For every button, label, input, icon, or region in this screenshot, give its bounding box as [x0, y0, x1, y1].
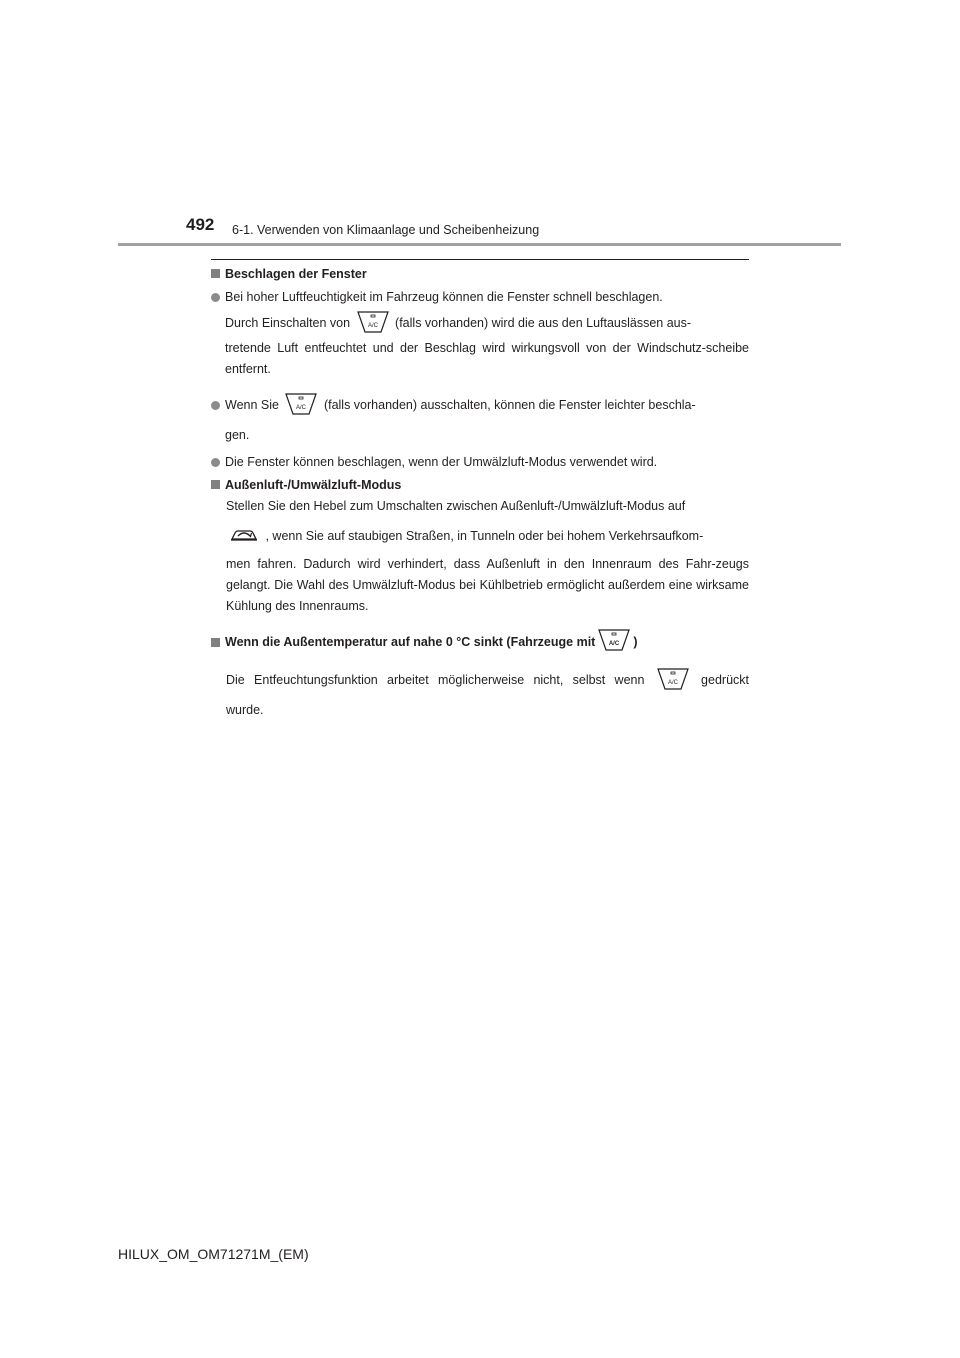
- page-content: [211, 264, 749, 725]
- section-title: Wenn die Außentemperatur auf nahe 0 °C sinkt (Fahrzeuge mit: [225, 635, 596, 649]
- section-heading-fogging: [211, 264, 749, 285]
- text-line: tretende Luft entfeuchtet und der Beschlag wird wirkungsvoll von der Windschutz-scheibe entfernt.: [225, 341, 749, 376]
- text-span: , wenn Sie auf staubigen Straßen, in Tunneln oder bei hohem Verkehrsaufkom-: [265, 529, 704, 543]
- text-line: [226, 521, 749, 551]
- ac-button-icon: [657, 667, 689, 691]
- bullet-text: [225, 287, 749, 380]
- text-line: Stellen Sie den Hebel zum Umschalten zwischen Außenluft-/Umwälzluft-Modus auf: [226, 499, 686, 513]
- ac-button-icon: [285, 392, 317, 416]
- section-square-icon: [211, 269, 220, 278]
- paragraph: [211, 496, 749, 617]
- chapter-title: 6-1. Verwenden von Klimaanlage und Scheibenheizung: [232, 223, 540, 237]
- ac-button-icon: [357, 310, 389, 334]
- ac-label: A/C: [296, 404, 307, 411]
- ac-label: A/C: [609, 641, 620, 647]
- text-span: gedrückt: [701, 673, 749, 687]
- ac-label: A/C: [667, 679, 678, 686]
- bullet-text: Die Fenster können beschlagen, wenn der Umwälzluft-Modus verwendet wird.: [225, 455, 658, 469]
- list-item: [211, 452, 749, 473]
- bullet-dot-icon: [211, 401, 220, 410]
- bullet-dot-icon: [211, 293, 220, 302]
- section-square-icon: [211, 638, 220, 647]
- ac-button-icon: [598, 628, 630, 652]
- header-rule: [118, 243, 841, 246]
- section-square-icon: [211, 480, 220, 489]
- paragraph: [211, 665, 749, 725]
- text-line: [226, 665, 749, 695]
- list-item: [211, 287, 749, 380]
- bullet-dot-icon: [211, 458, 220, 467]
- section-rule: [211, 259, 749, 260]
- text-line: wurde.: [226, 703, 264, 717]
- text-line: gen.: [225, 428, 250, 442]
- section-title-end: ): [633, 635, 638, 649]
- text-span: (falls vorhanden) ausschalten, können die Fenster leichter beschla-: [323, 398, 696, 412]
- recirculation-mode-icon: [229, 526, 259, 544]
- section-title: Beschlagen der Fenster: [225, 267, 367, 281]
- text-line: [225, 308, 749, 338]
- bullet-text: [225, 390, 749, 450]
- text-line: Bei hoher Luftfeuchtigkeit im Fahrzeug können die Fenster schnell beschlagen.: [225, 290, 663, 304]
- text-line: [225, 390, 749, 420]
- section-heading-air-mode: [211, 475, 749, 496]
- text-span: Wenn Sie: [225, 398, 279, 412]
- page-number: 492: [186, 215, 215, 234]
- text-line: men fahren. Dadurch wird verhindert, dass Außenluft in den Innenraum des Fahr-zeugs gelangt. Die Wahl des Umwälzluft-Modus bei Kühlbetrieb ermöglicht außerdem eine wirksame Kühlung des Innenraums.: [226, 557, 749, 613]
- text-span: (falls vorhanden) wird die aus den Luftauslässen aus-: [395, 316, 692, 330]
- text-span: Durch Einschalten von: [225, 316, 351, 330]
- text-span: Die Entfeuchtungsfunktion arbeitet möglicherweise nicht, selbst wenn: [226, 673, 645, 687]
- section-heading-cold: [211, 627, 749, 657]
- section-title: Außenluft-/Umwälzluft-Modus: [225, 478, 402, 492]
- list-item: [211, 390, 749, 450]
- document-code: HILUX_OM_OM71271M_(EM): [118, 1246, 309, 1262]
- ac-label: A/C: [367, 322, 378, 329]
